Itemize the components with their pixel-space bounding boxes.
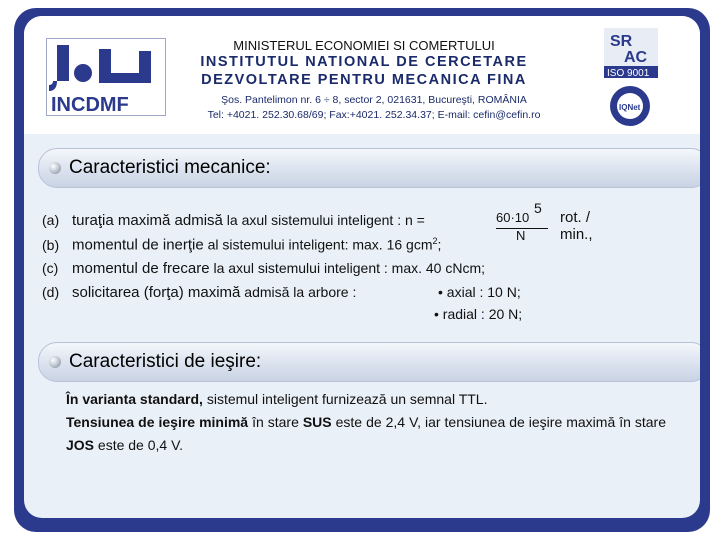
section-mechanical-header — [38, 148, 700, 188]
formula-exponent: 5 — [534, 200, 542, 216]
output-characteristics — [66, 388, 666, 457]
item-d-label: solicitarea (forţa) maximă — [72, 284, 241, 301]
slide-panel — [24, 16, 700, 518]
item-b-text: al sistemului inteligent: max. 16 gcm — [203, 236, 433, 253]
state-low-label: JOS — [66, 437, 95, 453]
item-c-text: la axul sistemului inteligent : max. 40 cNcm; — [209, 260, 486, 276]
bullet-axial: • axial : 10 N; — [438, 284, 521, 300]
bullet-icon — [49, 356, 61, 368]
cert-sr-text: SR — [610, 33, 633, 50]
item-a — [42, 212, 425, 229]
min-voltage-label: Tensiunea de ieşire minimă — [66, 414, 249, 430]
incdmf-logo — [46, 38, 166, 116]
srac-iso-certification-icon — [604, 28, 658, 78]
incdmf-logo-graphic — [47, 39, 165, 115]
header — [24, 16, 700, 134]
formula-numerator: 60·10 — [496, 210, 530, 225]
institute-name-line2: DEZVOLTARE PENTRU MECANICA FINA — [201, 72, 527, 88]
item-c — [42, 260, 485, 277]
output-paragraph-2 — [66, 411, 666, 457]
state-high-label: SUS — [302, 414, 332, 430]
bullet-radial: • radial : 20 N; — [434, 306, 523, 322]
item-b-tail: ; — [437, 236, 442, 253]
section-output-title: Caracteristici de ieşire: — [69, 351, 262, 372]
iqnet-seal-icon — [606, 84, 654, 128]
item-b-label: momentul de inerţie — [72, 236, 204, 254]
para2-text-2: este de 2,4 V, iar tensiunea de ieşire maximă în stare — [331, 414, 666, 430]
item-a-label: turaţia maximă admisă — [72, 212, 223, 229]
section-output-header — [38, 342, 700, 382]
formula-unit: rot. / min., — [560, 209, 593, 243]
output-paragraph-1 — [66, 388, 666, 411]
para2-text-3: este de 0,4 V. — [94, 437, 184, 453]
item-c-label: momentul de frecare — [72, 260, 210, 277]
item-c-marker: (c) — [42, 260, 59, 276]
section-mechanical-title: Caracteristici mecanice: — [69, 157, 271, 178]
standard-variant-text: sistemul inteligent furnizează un semnal TTL. — [202, 391, 488, 407]
logo-text: INCDMF — [51, 94, 129, 115]
ministry-name: MINISTERUL ECONOMIEI SI COMERTULUI — [233, 38, 495, 53]
item-b-marker: (b) — [42, 236, 60, 253]
item-b-superscript: 2 — [432, 236, 438, 246]
item-d — [42, 284, 356, 301]
cert-ac-text: AC — [624, 49, 648, 66]
contact-info: Tel: +4021. 252.30.68/69; Fax:+4021. 252.34.37; E-mail: cefin@cefin.ro — [207, 109, 541, 121]
item-b — [42, 236, 441, 254]
item-d-marker: (d) — [42, 284, 60, 300]
iqnet-text: IQNet — [619, 103, 641, 112]
institute-name-line1: INSTITUTUL NATIONAL DE CERCETARE — [200, 54, 528, 70]
bullet-icon — [49, 162, 61, 174]
item-a-marker: (a) — [42, 212, 60, 228]
standard-variant-label: În varianta standard, — [66, 391, 203, 407]
address: Şos. Pantelimon nr. 6 ÷ 8, sector 2, 021631, Bucureşti, ROMÂNIA — [221, 94, 527, 106]
cert-iso-text: ISO 9001 — [607, 68, 650, 78]
speed-formula — [496, 200, 552, 248]
item-a-text: la axul sistemului inteligent : n = — [222, 212, 425, 228]
formula-denominator: N — [516, 228, 526, 243]
item-d-text: admisă la arbore : — [240, 284, 357, 300]
para2-text-1: în stare — [248, 414, 303, 430]
